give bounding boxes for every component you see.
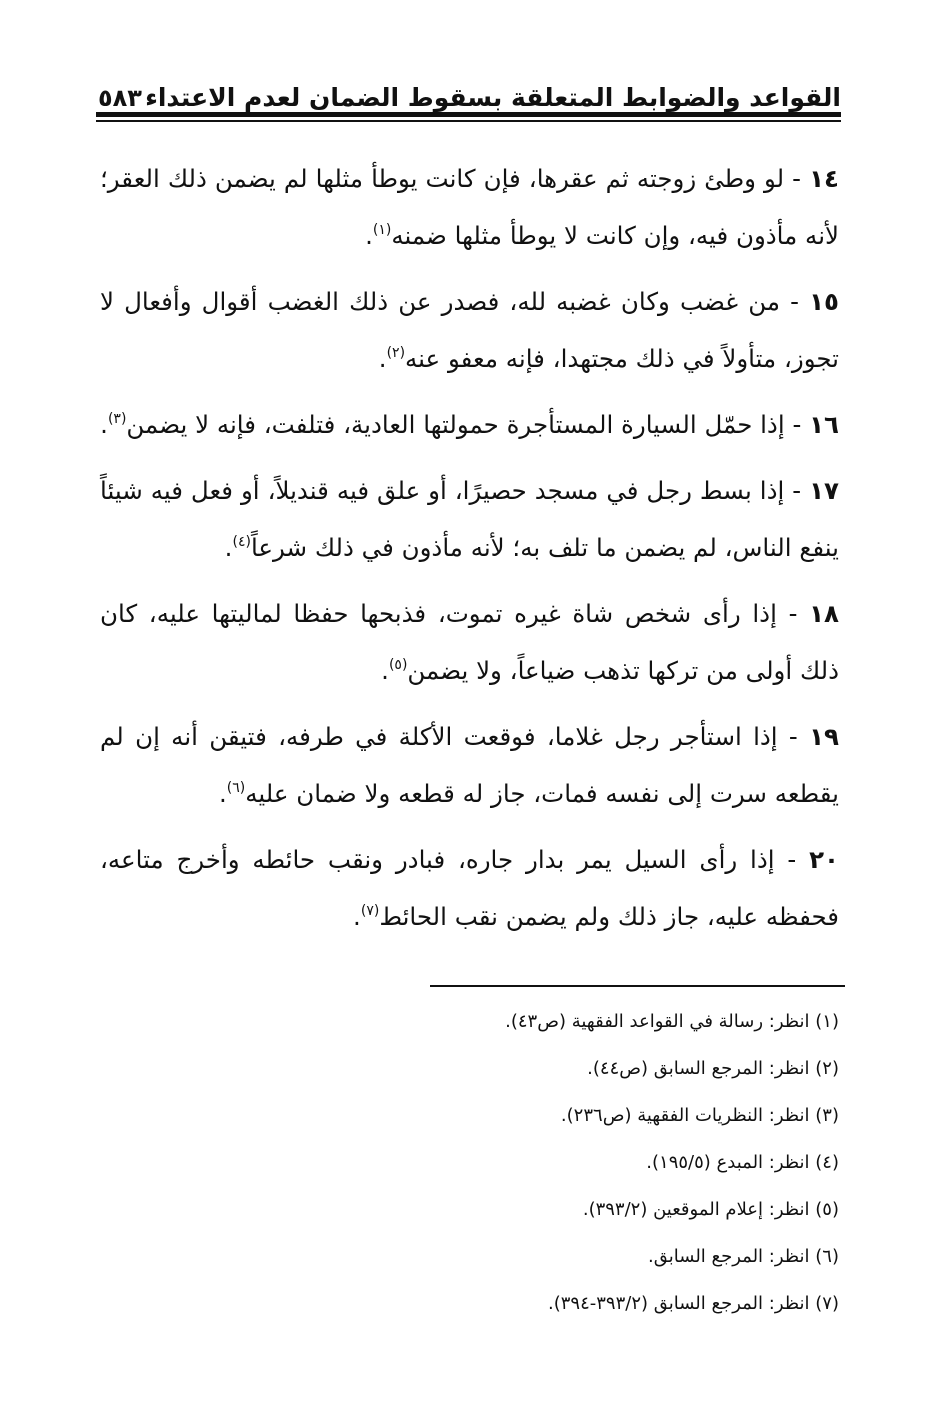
list-item: ١٤ - لو وطئ زوجته ثم عقرها، فإن كانت يوطأ مثلها لم يضمن ذلك العقر؛ لأنه مأذون فيه، وإن كانت لا يوطأ مثلها ضمنه$^{(١)}$. [100,164,839,250]
main-text [100,150,839,954]
footnote-separator [430,985,845,987]
footnote-ref[interactable]: (٤) [232,534,251,550]
footnote: (٤) انظر: المبدع (١٩٥/٥). [646,1152,839,1173]
list-item: ١٨ - إذا رأى شخص شاة غيره تموت، فذبحها حفظا لماليتها عليه، كان ذلك أولى من تركها تذهب ضياعاً، ولا يضمن$^{(٥)}$. [100,599,839,685]
list-item: ٢٠ - إذا رأى السيل يمر بدار جاره، فبادر ونقب حائطه وأخرج متاعه، فحفظه عليه، جاز ذلك ولم يضمن نقب الحائط$^{(٧)}$. [100,845,839,931]
footnote-ref[interactable]: (٧) [360,903,380,919]
footnote: (٢) انظر: المرجع السابق (ص٤٤). [587,1058,839,1079]
header-rule-thin [96,120,841,122]
footnote-ref[interactable]: (١) [372,222,392,238]
header-rule-thick [96,112,841,117]
list-item: ١٦ - إذا حمّل السيارة المستأجرة حمولتها العادية، فتلفت، فإنه لا يضمن$^{(٣)}$. [100,410,839,439]
footnote-ref[interactable]: (٦) [226,780,246,796]
footnote: (٣) انظر: النظريات الفقهية (ص٢٣٦). [560,1105,839,1126]
footnotes [139,1010,839,1339]
footnote: (٥) انظر: إعلام الموقعين (٣٩٣/٢). [582,1199,839,1220]
list-item: ١٩ - إذا استأجر رجل غلاما، فوقعت الأكلة في طرفه، فتيقن أنه إن لم يقطعه سرت إلى نفسه فمات، جاز له قطعه ولا ضمان عليه$^{(٦)}$. [100,722,839,808]
footnote: (٧) انظر: المرجع السابق (٣٩٣/٢-٣٩٤). [547,1293,839,1314]
footnote: (١) انظر: رسالة في القواعد الفقهية (ص٤٣). [505,1011,839,1032]
footnote-ref[interactable]: (٣) [107,411,127,427]
running-title: القواعد والضوابط المتعلقة بسقوط الضمان لعدم الاعتداء [145,83,841,112]
footnote-ref[interactable]: (٢) [386,345,406,361]
footnote: (٦) انظر: المرجع السابق. [648,1246,839,1267]
page-number: ٥٨٣ [98,84,142,112]
list-item: ١٥ - من غضب وكان غضبه لله، فصدر عن ذلك الغضب أقوال وأفعال لا تجوز، متأولاً في ذلك مجتهدا، فإنه معفو عنه$^{(٢)}$. [100,287,839,373]
footnote-ref[interactable]: (٥) [388,657,408,673]
page-header [98,66,841,110]
list-item: ١٧ - إذا بسط رجل في مسجد حصيرًا، أو علق فيه قنديلاً، أو فعل فيه شيئاً ينفع الناس، لم يضمن ما تلف به؛ لأنه مأذون في ذلك شرعاً$^{(٤)}$. [100,476,840,562]
